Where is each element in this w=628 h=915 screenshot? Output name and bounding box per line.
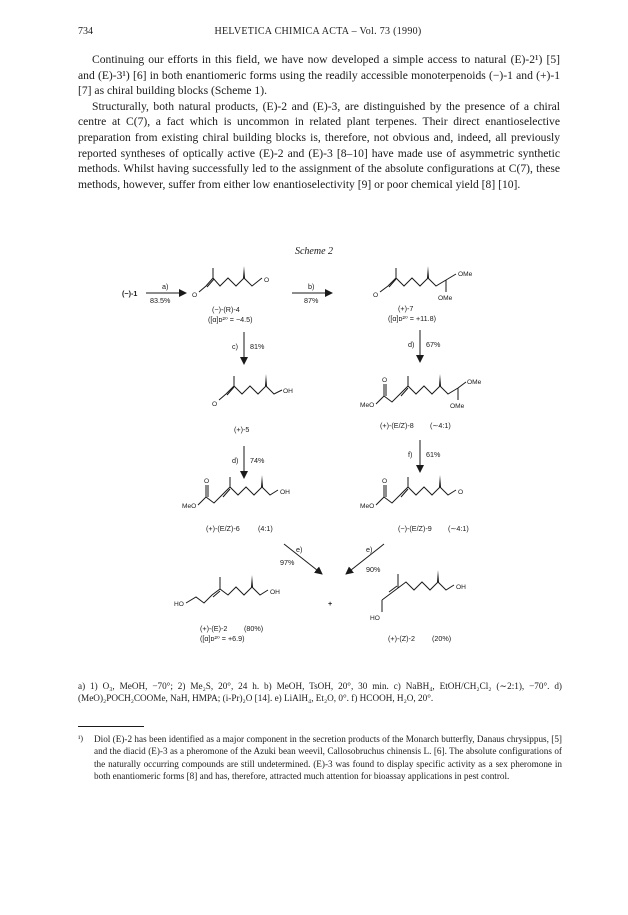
- compound-4-rotation: ([α]ᴅ²⁰ = −4.5): [208, 315, 253, 324]
- atom-oh: OH: [283, 388, 293, 395]
- plus-sign: +: [328, 599, 333, 608]
- atom-ome: OMe: [467, 379, 482, 386]
- compound-6-ratio: (4:1): [258, 524, 273, 533]
- arrow-b-yield: 87%: [304, 296, 319, 305]
- compound-9-ratio: (∼4:1): [448, 524, 469, 533]
- arrow-e2-reagent: e): [366, 545, 373, 554]
- footnote-mark: ¹): [78, 734, 84, 743]
- arrow-e1-yield: 97%: [280, 558, 295, 567]
- atom-o: O: [458, 489, 464, 496]
- atom-o: O: [264, 277, 270, 284]
- compound-7-rotation: ([α]ᴅ²⁰ = +11.8): [388, 314, 437, 323]
- compound-8-name: (+)-(E/Z)-8: [380, 421, 414, 430]
- arrow-d2-yield: 74%: [250, 456, 265, 465]
- arrow-e1-reagent: e): [296, 545, 303, 554]
- atom-o: O: [382, 478, 388, 485]
- atom-ome: OMe: [450, 403, 465, 410]
- compound-4-name: (−)-(R)-4: [212, 305, 240, 314]
- compound-8-ratio: (∼4:1): [430, 421, 451, 430]
- footnote-text: Diol (E)-2 has been identified as a major component in the secretion products of the Monarch butterfly, Danaus chrysippus, [5] and the diacid (E)-3 as a pheromone of the Azuki bean weevil, Callosobruchus chinensis L. [6]. The absolute configurations of the naturally occurring compounds are still undetermined. (E)-3 was found to display specific activity as a sex pheromone in both enantiomeric forms [8] and has, therefore, attracted much attention for bioassay applications in pest control.: [94, 734, 562, 782]
- start-compound-label: (−)-1: [122, 289, 138, 298]
- atom-o: O: [212, 401, 218, 408]
- compound-e-2-rotation: ([α]ᴅ²⁰ = +6.9): [200, 634, 245, 643]
- atom-oh: OH: [270, 589, 280, 596]
- page-number: 734: [78, 26, 93, 37]
- atom-meo: MeO: [360, 402, 375, 409]
- atom-o: O: [204, 478, 210, 485]
- compound-9-name: (−)-(E/Z)-9: [398, 524, 432, 533]
- structure-z-2: [370, 570, 466, 622]
- arrow-d1-yield: 67%: [426, 340, 441, 349]
- arrow-b-reagent: b): [308, 282, 315, 291]
- atom-oh: OH: [456, 584, 466, 591]
- reaction-conditions: a) 1) O₃, MeOH, −70°; 2) Me₂S, 20°, 24 h. b) MeOH, TsOH, 20°, 30 min. c) NaBH₄, EtOH/CH₂Cl₂ (∼2:1), −70°. d) (MeO)₂POCH₂COOMe, NaH, HMPA; (i-Pr)₂O [14]. e) LiAlH₄, Et₂O, 0°. f) HCOOH, H₂O, 20°.: [78, 681, 562, 704]
- arrow-c-reagent: c): [232, 342, 238, 351]
- paragraph-1: Continuing our efforts in this field, we have now developed a simple access to natural (E)-2¹) [5] and (E)-3¹) [6] in both enantiomeric forms using the readily accessible monoterpenoids (−)-1 and (+)-1 [7] as chiral building blocks (Scheme 1).: [78, 53, 560, 98]
- arrow-a-yield: 83.5%: [150, 296, 171, 305]
- structure-6: [182, 475, 290, 510]
- structure-8: [360, 374, 482, 410]
- arrow-e2-yield: 90%: [366, 565, 381, 574]
- structure-e-2: [174, 575, 280, 608]
- structure-4: [192, 266, 269, 299]
- running-head: HELVETICA CHIMICA ACTA – Vol. 73 (1990): [214, 26, 422, 37]
- arrow-d1-reagent: d): [408, 340, 415, 349]
- atom-ho: HO: [370, 615, 380, 622]
- compound-z-2-name: (+)-(Z)-2: [388, 634, 415, 643]
- compound-7-name: (+)-7: [398, 304, 414, 313]
- paragraph-2: Structurally, both natural products, (E)-2 and (E)-3, are distinguished by the presence of a chiral centre at C(7), a fact which is uncommon in related plant terpenes. Their direct enantioselective preparation from existing chiral building blocks is, therefore, not obvious and, indeed, all previously reported syntheses of optically active (E)-2 and (E)-3 [8–10] have made use of asymmetric synthetic methods. Whilst having successfully led to the assignment of the absolute configurations at C(7), these methods, however, suffer from either low enantioselectivity [9] or poor chemical yield [8] [10].: [78, 99, 560, 191]
- compound-z-2-share: (20%): [432, 634, 452, 643]
- atom-o: O: [192, 292, 198, 299]
- compound-e-2-name: (+)-(E)-2: [200, 624, 228, 633]
- compound-6-name: (+)-(E/Z)-6: [206, 524, 240, 533]
- atom-ome: OMe: [458, 271, 473, 278]
- compound-5-name: (+)-5: [234, 425, 250, 434]
- arrow-c-yield: 81%: [250, 342, 265, 351]
- atom-ome: OMe: [438, 295, 453, 302]
- structure-5: [212, 374, 293, 408]
- atom-meo: MeO: [360, 503, 375, 510]
- compound-e-2-share: (80%): [244, 624, 264, 633]
- atom-oh: OH: [280, 489, 290, 496]
- structure-7: [373, 266, 473, 302]
- arrow-d2-reagent: d): [232, 456, 239, 465]
- atom-ho: HO: [174, 601, 184, 608]
- arrow-f-reagent: f): [408, 450, 413, 459]
- scheme-title: Scheme 2: [294, 246, 334, 257]
- footnote: [78, 733, 562, 783]
- atom-meo: MeO: [182, 503, 197, 510]
- arrow-a-reagent: a): [162, 282, 169, 291]
- atom-o: O: [373, 292, 379, 299]
- atom-o: O: [382, 377, 388, 384]
- footnote-rule: [78, 726, 144, 727]
- structure-9: [360, 475, 463, 510]
- arrow-f-yield: 61%: [426, 450, 441, 459]
